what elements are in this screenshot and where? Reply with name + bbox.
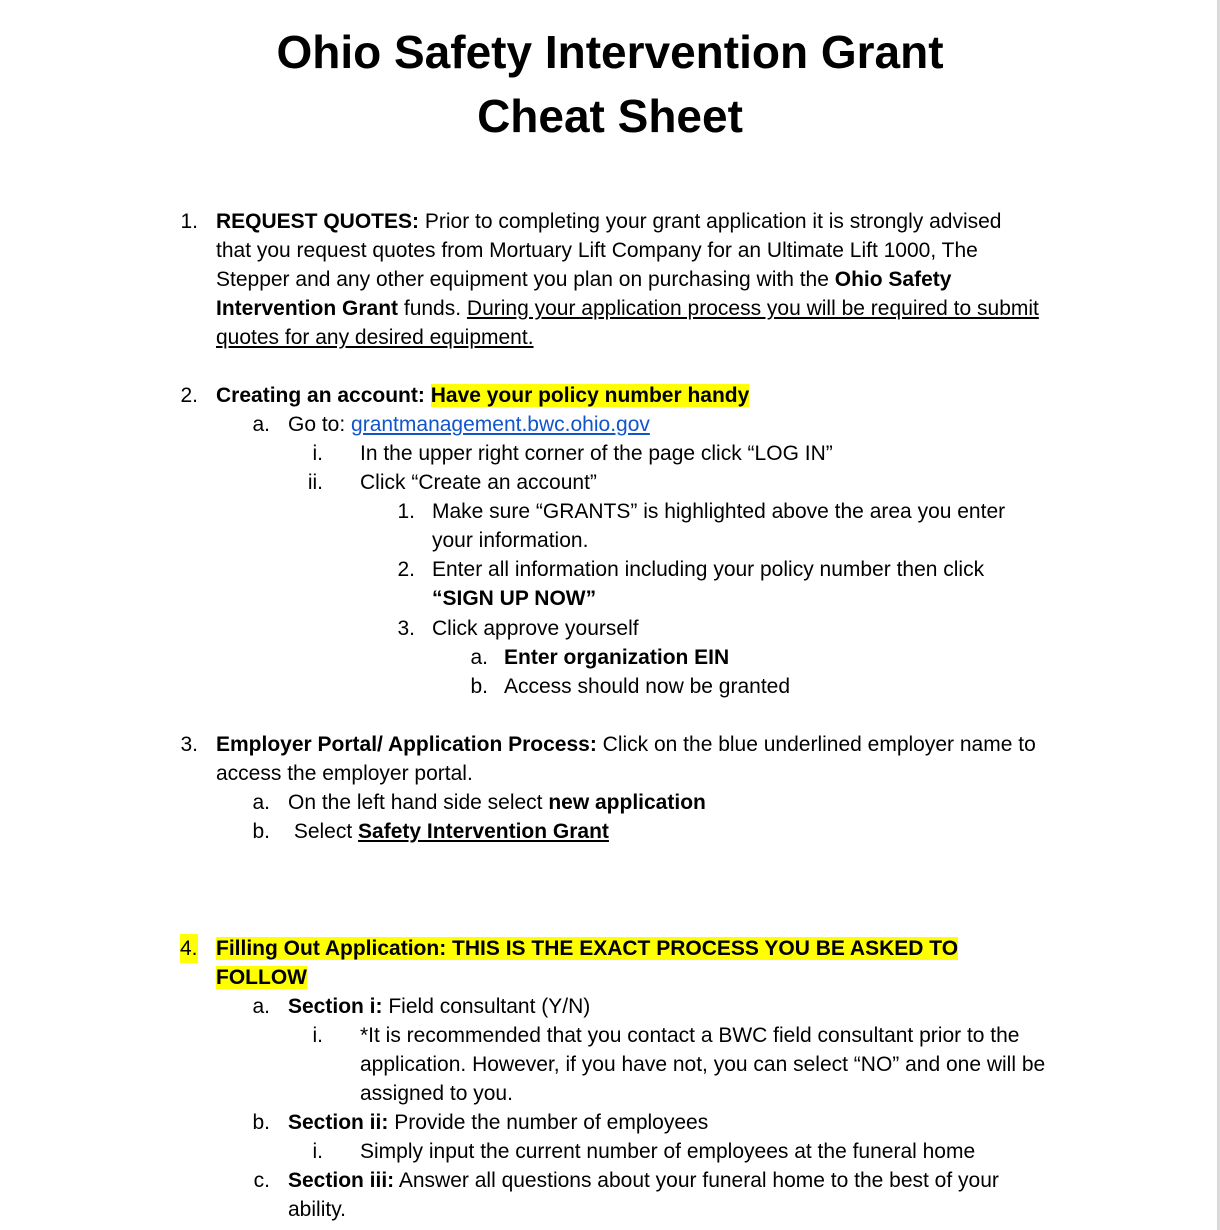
s3-b-text: Select	[288, 820, 359, 843]
page-title: Ohio Safety Intervention Grant	[276, 26, 944, 78]
list-marker: 1.	[397, 500, 415, 523]
s2-step-3-b: Access should now be granted	[504, 675, 791, 698]
s4-heading-highlight: FOLLOW	[216, 966, 307, 989]
list-marker: c.	[253, 1169, 270, 1192]
s4-c-line-2: ability.	[288, 1198, 346, 1221]
grant-name-bold: Intervention Grant	[216, 297, 399, 320]
s1-line-5: quotes for any desired equipment.	[216, 326, 534, 349]
s3-line-1	[216, 730, 1036, 759]
s4-heading-highlight: Filling Out Application: THIS IS THE EXACT PROCESS YOU BE ASKED TO	[216, 937, 959, 960]
section-label: Section i:	[288, 995, 383, 1018]
s2-step-2-line-1: Enter all information including your policy number then click	[432, 558, 985, 581]
list-marker: i.	[312, 1024, 323, 1047]
s1-line-2: that you request quotes from Mortuary Lift Company for an Ultimate Lift 1000, The	[216, 239, 978, 262]
s1-text: Prior to completing your grant application it is strongly advised	[419, 210, 1002, 233]
highlight-policy-number: Have your policy number handy	[430, 384, 750, 407]
s2-label: Creating an account:	[216, 384, 425, 407]
s4-b-i: Simply input the current number of employees at the funeral home	[360, 1140, 976, 1163]
s4-a	[288, 992, 590, 1021]
s2-line-1	[216, 381, 749, 410]
s3-line-2: access the employer portal.	[216, 762, 473, 785]
list-marker: i.	[312, 442, 323, 465]
list-marker: b.	[252, 820, 270, 843]
list-marker: a.	[252, 413, 270, 436]
list-marker: 4.	[180, 934, 198, 963]
section-label: Section iii:	[288, 1169, 395, 1192]
grant-name-bold: Ohio Safety	[834, 268, 952, 291]
s2-step-1-line-1: Make sure “GRANTS” is highlighted above the area you enter	[432, 500, 1006, 523]
s3-a-text: On the left hand side select	[288, 791, 549, 814]
s4-c	[288, 1166, 999, 1195]
list-marker: 2.	[397, 558, 415, 581]
s4-a-i-line-2: application. However, if you have not, you can select “NO” and one will be	[360, 1053, 1046, 1076]
list-marker: a.	[252, 995, 270, 1018]
s4-line-2	[216, 963, 307, 992]
list-marker: 2.	[180, 384, 198, 407]
s1-text: Stepper and any other equipment you plan on purchasing with the	[216, 268, 835, 291]
s1-line-4	[216, 294, 1039, 323]
new-application-bold: new application	[548, 791, 706, 814]
s4-a-i-line-3: assigned to you.	[360, 1082, 513, 1105]
s4-line-1	[216, 934, 958, 963]
list-marker: 3.	[180, 733, 198, 756]
s2-a-ii: Click “Create an account”	[360, 471, 597, 494]
s3-b	[288, 817, 609, 846]
s4-a-text: Field consultant (Y/N)	[382, 995, 591, 1018]
s4-b-text: Provide the number of employees	[388, 1111, 709, 1134]
s3-label: Employer Portal/ Application Process:	[216, 733, 597, 756]
s2-a	[288, 410, 650, 439]
s1-underlined: During your application process you will be required to submit	[466, 297, 1039, 320]
page-subtitle: Cheat Sheet	[477, 90, 743, 142]
s4-c-text: Answer all questions about your funeral home to the best of your	[394, 1169, 999, 1192]
list-marker: 3.	[397, 617, 415, 640]
s1-text: funds.	[398, 297, 467, 320]
list-marker: b.	[470, 675, 488, 698]
s1-line-3	[216, 265, 951, 294]
list-marker: i.	[312, 1140, 323, 1163]
safety-intervention-grant-bold: Safety Intervention Grant	[358, 820, 609, 843]
list-marker: a.	[470, 646, 488, 669]
list-marker: b.	[252, 1111, 270, 1134]
s3-text: Click on the blue underlined employer name to	[596, 733, 1036, 756]
s1-line-1	[216, 207, 1001, 236]
s2-step-3-a: Enter organization EIN	[504, 646, 730, 669]
list-marker: a.	[252, 791, 270, 814]
s4-a-i-line-1: *It is recommended that you contact a BWC field consultant prior to the	[360, 1024, 1020, 1047]
s2-a-i: In the upper right corner of the page click “LOG IN”	[360, 442, 833, 465]
s2-step-1-line-2: your information.	[432, 529, 589, 552]
s2-step-3: Click approve yourself	[432, 617, 639, 640]
list-marker: ii.	[307, 471, 323, 494]
s2-a-text: Go to:	[288, 413, 352, 436]
s3-a	[288, 788, 706, 817]
section-label: Section ii:	[288, 1111, 389, 1134]
s2-step-2-line-2: “SIGN UP NOW”	[432, 587, 597, 610]
grantmanagement-link[interactable]: grantmanagement.bwc.ohio.gov	[351, 413, 650, 436]
s4-b	[288, 1108, 708, 1137]
s1-label: REQUEST QUOTES:	[216, 210, 420, 233]
list-marker: 1.	[180, 210, 198, 233]
